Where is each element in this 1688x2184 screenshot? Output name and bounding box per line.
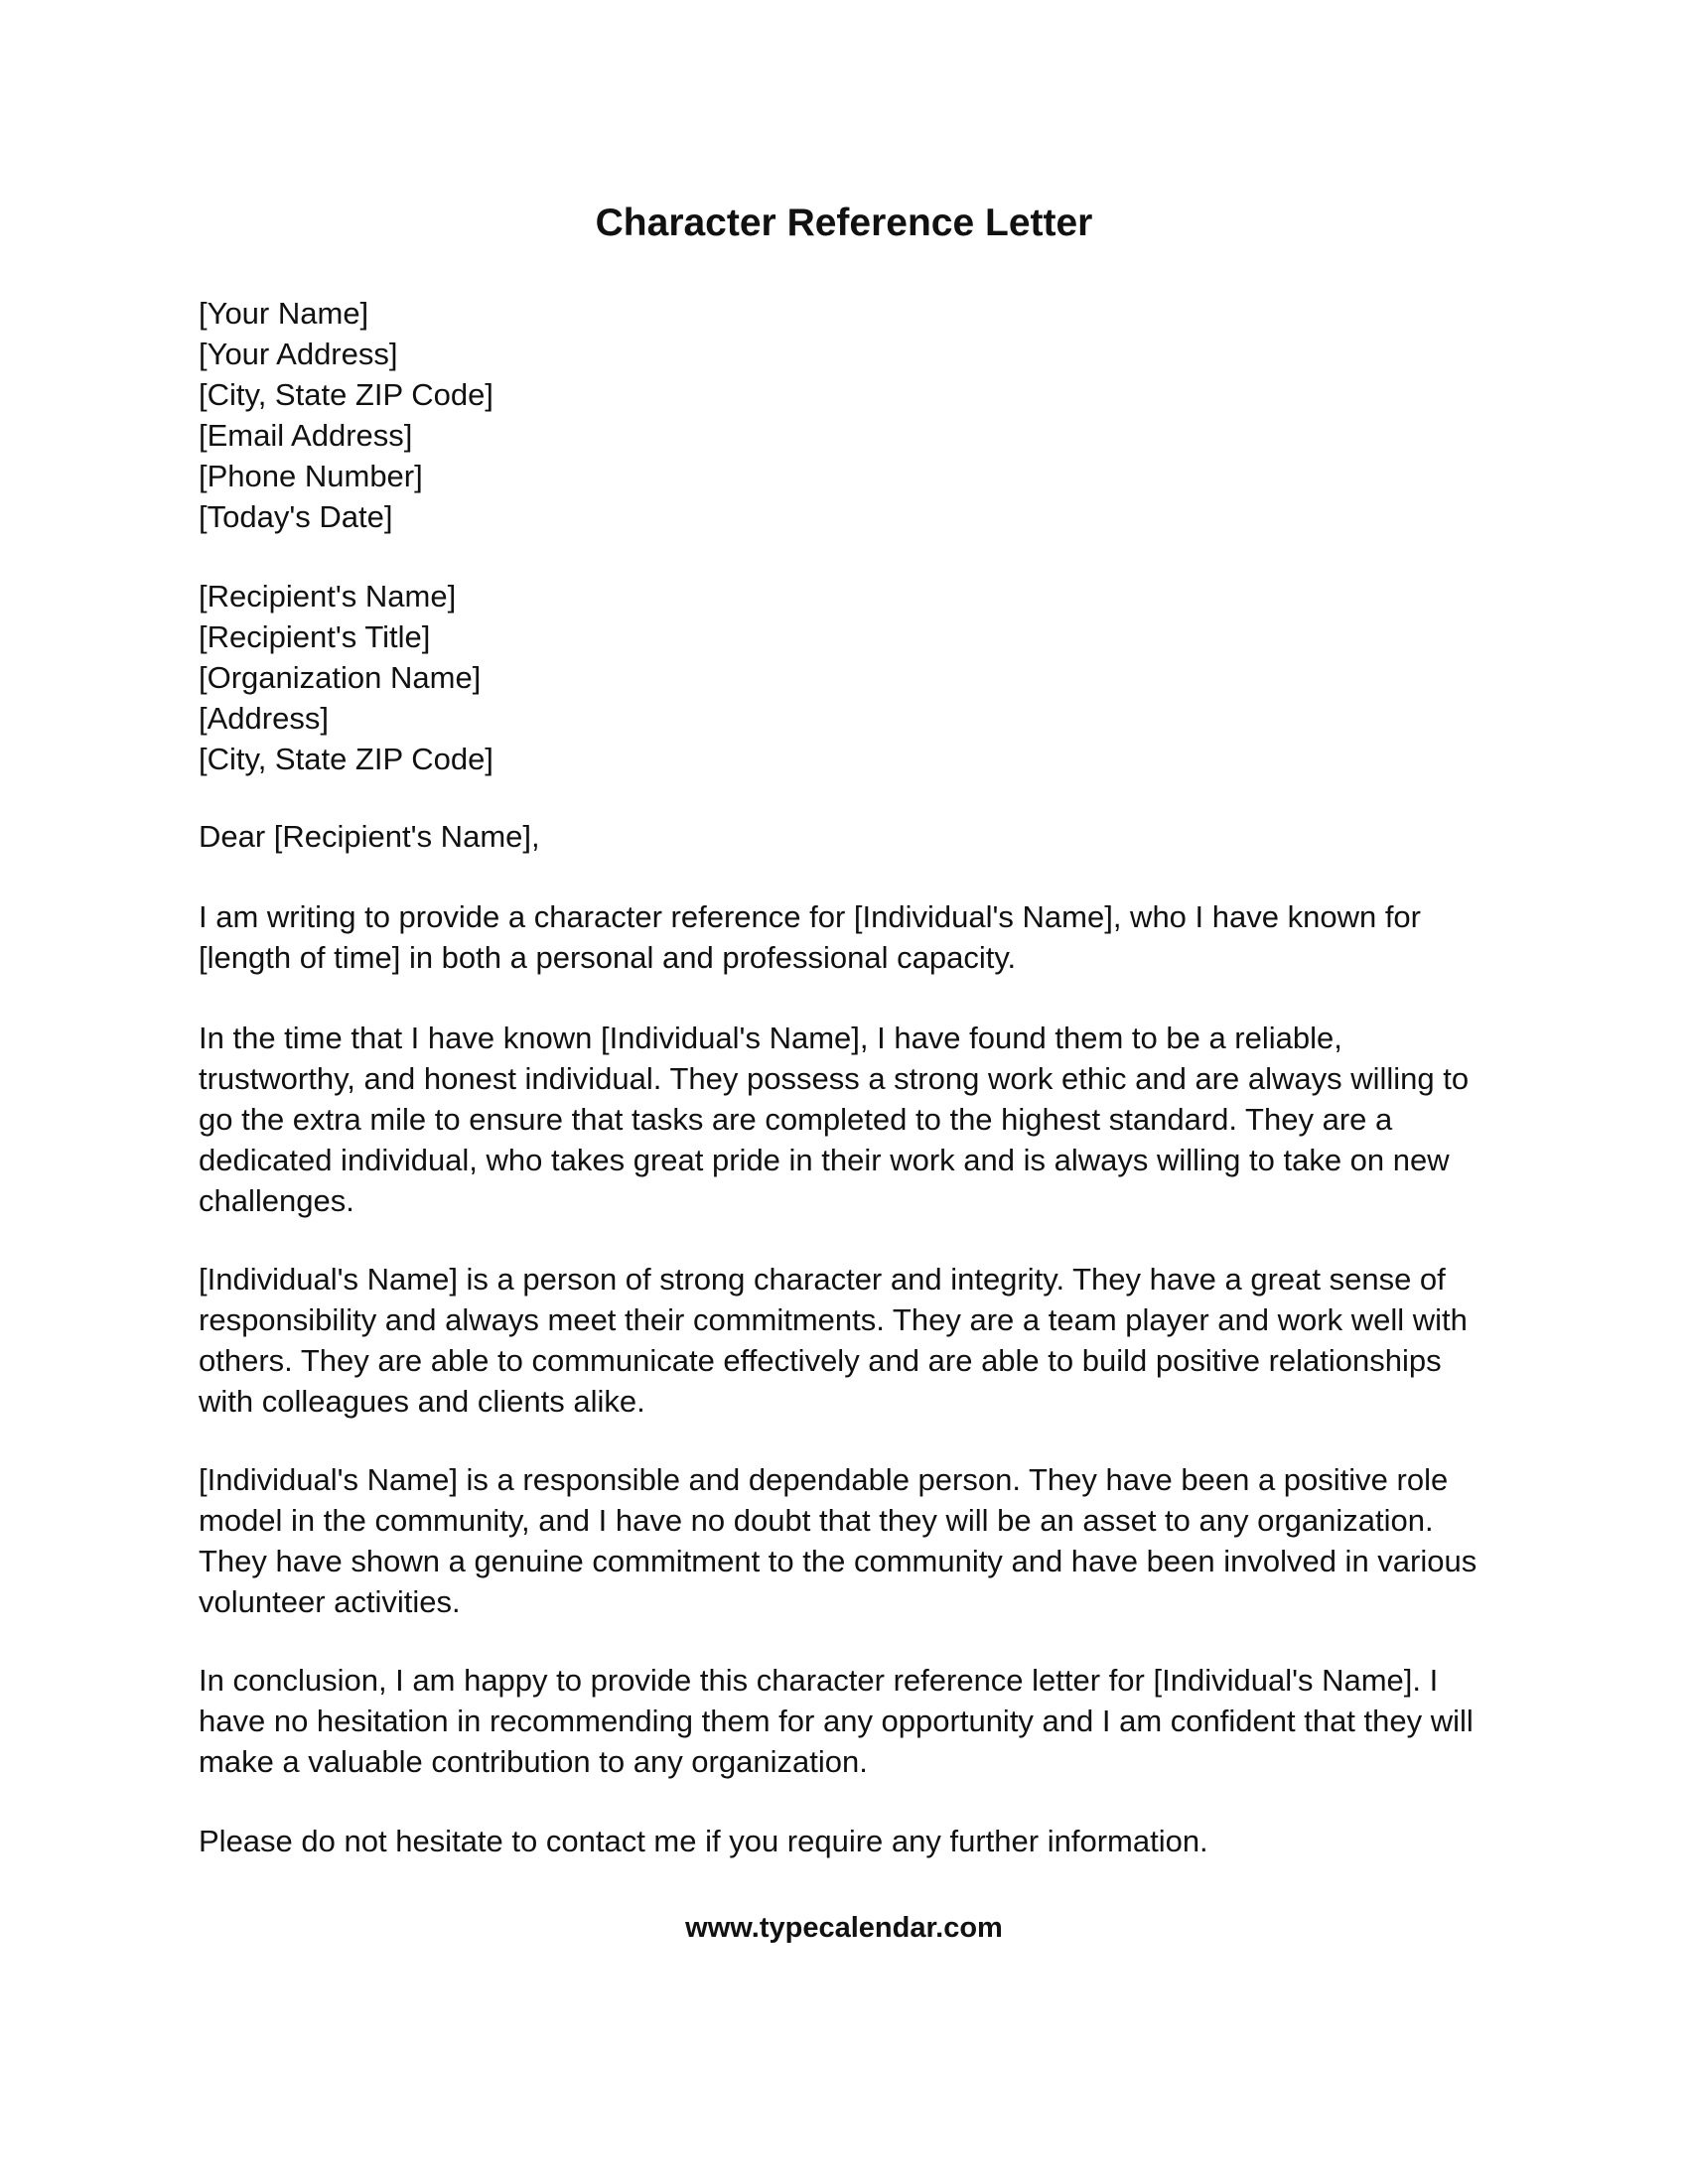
sender-name: [Your Name] bbox=[199, 296, 369, 331]
recipient-address-block bbox=[199, 576, 1489, 779]
paragraph-community-block bbox=[199, 1459, 1489, 1622]
salutation-block bbox=[199, 816, 1489, 857]
sender-date: [Today's Date] bbox=[199, 499, 393, 534]
salutation: Dear [Recipient's Name], bbox=[199, 819, 540, 854]
paragraph-contact-block bbox=[199, 1821, 1489, 1861]
recipient-city-state-zip: [City, State ZIP Code] bbox=[199, 742, 493, 776]
page-title: Character Reference Letter bbox=[595, 202, 1093, 244]
paragraph-qualities: In the time that I have known [Individual's Name], I have found them to be a reliable, trustworthy, and honest individual. They possess a strong work ethic and are always willing to go the extra mile to ensure that tasks are completed to the highest standard. They are a dedicated individual, who takes great pride in their work and is always willing to take on new challenges. bbox=[199, 1021, 1470, 1218]
sender-city-state-zip: [City, State ZIP Code] bbox=[199, 377, 493, 412]
recipient-organization: [Organization Name] bbox=[199, 660, 482, 695]
paragraph-contact: Please do not hesitate to contact me if you require any further information. bbox=[199, 1824, 1208, 1858]
recipient-title: [Recipient's Title] bbox=[199, 619, 431, 654]
recipient-address: [Address] bbox=[199, 701, 329, 736]
paragraph-intro: I am writing to provide a character reference for [Individual's Name], who I have known for [length of time] in both a personal and professional capacity. bbox=[199, 899, 1421, 975]
paragraph-qualities-block bbox=[199, 1018, 1489, 1221]
paragraph-intro-block bbox=[199, 896, 1489, 978]
paragraph-conclusion: In conclusion, I am happy to provide this character reference letter for [Individual's Name]. I have no hesitation in recommending them for any opportunity and I am confident that they will make a valuable contribution to any organization. bbox=[199, 1663, 1474, 1779]
footer-website: www.typecalendar.com bbox=[685, 1912, 1003, 1944]
paragraph-community: [Individual's Name] is a responsible and dependable person. They have been a positive role model in the community, and I have no doubt that they will be an asset to any organization. They have shown a genuine commitment to the community and have been involved in various volunteer activities. bbox=[199, 1462, 1477, 1619]
sender-address-block bbox=[199, 293, 1489, 537]
sender-address: [Your Address] bbox=[199, 337, 398, 371]
paragraph-character-block bbox=[199, 1259, 1489, 1422]
sender-phone: [Phone Number] bbox=[199, 459, 423, 493]
paragraph-conclusion-block bbox=[199, 1660, 1489, 1782]
recipient-name: [Recipient's Name] bbox=[199, 579, 457, 614]
paragraph-character: [Individual's Name] is a person of strong character and integrity. They have a great sense of responsibility and always meet their commitments. They are a team player and work well with others. They are able to communicate effectively and are able to build positive relationships with colleagues and clients alike. bbox=[199, 1262, 1468, 1419]
sender-email: [Email Address] bbox=[199, 418, 413, 453]
